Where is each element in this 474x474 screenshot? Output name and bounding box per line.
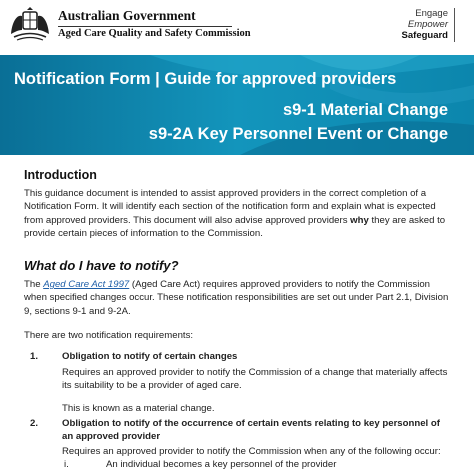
header-divider <box>58 26 232 27</box>
list-number-2: 2. <box>30 418 39 429</box>
government-name: Australian Government <box>58 8 196 23</box>
notify-heading: What do I have to notify? <box>24 258 179 273</box>
notify-text-pre: The <box>24 279 44 290</box>
tagline-safeguard: Safeguard <box>401 30 448 41</box>
commission-name: Aged Care Quality and Safety Commission <box>58 28 251 39</box>
sub-list-number-i: i. <box>64 459 69 470</box>
banner-title: Notification Form | Guide for approved providers <box>14 70 397 88</box>
tagline-engage: Engage <box>415 8 448 19</box>
introduction-paragraph <box>24 187 454 241</box>
intro-text-bold: why <box>350 214 369 226</box>
obligation-1-title: Obligation to notify of certain changes <box>62 351 238 362</box>
banner-subtitle-s9-2a: s9-2A Key Personnel Event or Change <box>148 125 448 143</box>
title-banner <box>0 55 474 155</box>
obligation-1-text: Requires an approved provider to notify the Commission of a change that materially affects its suitability to be a provider of aged care. <box>62 367 448 392</box>
notify-text-post: (Aged Care Act) requires approved providers to notify the Commission when specified changes occur. These notification responsibilities are set out under Part 2.1, Division 9, sections 9-1 and 9-2A. <box>24 279 449 317</box>
coat-of-arms-icon <box>8 4 52 42</box>
obligation-2-text: Requires an approved provider to notify the Commission when any of the following occur: <box>62 446 441 457</box>
introduction-heading: Introduction <box>24 168 97 182</box>
banner-subtitle-s9-1: s9-1 Material Change <box>282 101 448 119</box>
page-header <box>0 0 474 52</box>
tagline-empower: Empower <box>407 19 448 30</box>
tagline <box>396 8 448 41</box>
intro-text-b: they are asked to provide certain pieces of information to the Commission. <box>24 214 446 240</box>
tagline-divider <box>454 8 455 42</box>
requirements-intro: There are two notification requirements: <box>24 330 194 341</box>
intro-text-a: This guidance document is intended to assist approved providers in the correct completion of a Notification Form. It will identify each section of the notification form and explain what is expected from approved providers. This document will also advise approved providers <box>24 188 436 226</box>
sub-list-item-i: An individual becomes a key personnel of the provider <box>106 459 337 470</box>
obligation-1-note: This is known as a material change. <box>62 403 215 414</box>
aged-care-act-link[interactable]: Aged Care Act 1997 <box>43 279 130 290</box>
list-number-1: 1. <box>30 351 39 362</box>
notify-paragraph <box>24 278 454 318</box>
obligation-2-title: Obligation to notify of the occurrence of certain events relating to key personnel of an approved provider <box>62 418 440 443</box>
